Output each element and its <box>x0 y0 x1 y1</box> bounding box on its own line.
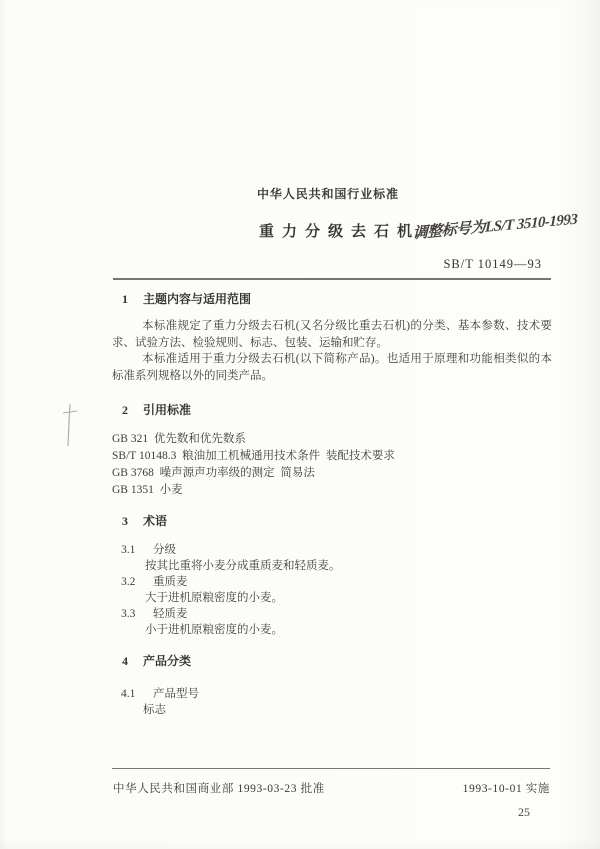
implementation-statement: 1993-10-01 实施 <box>462 783 550 795</box>
term-3-2-number: 3.2 <box>121 576 136 588</box>
section-1-title: 主题内容与适用范围 <box>143 292 252 306</box>
reference-list <box>112 431 552 499</box>
section-3-number: 3 <box>122 514 128 528</box>
section-1-number: 1 <box>122 292 128 306</box>
section-2-number: 2 <box>122 403 128 417</box>
term-3-1-name: 分级 <box>153 544 176 556</box>
document-title: 重力分级去石机 <box>259 224 421 240</box>
handwritten-annotation: 调整标号为LS/T 3510-1993 <box>412 211 578 243</box>
section-3-title: 术语 <box>143 514 168 528</box>
section-2-title: 引用标准 <box>143 403 192 417</box>
term-3-1-definition: 按其比重将小麦分成重质麦和轻质麦。 <box>145 560 341 572</box>
approval-statement: 中华人民共和国商业部 1993-03-23 批准 <box>113 783 325 795</box>
page-number: 25 <box>518 805 530 819</box>
section-4-heading <box>112 654 552 668</box>
footer-divider <box>112 768 550 769</box>
term-3-3-name: 轻质麦 <box>153 608 188 620</box>
term-3-1-number: 3.1 <box>121 544 136 556</box>
section-3-heading <box>112 514 552 528</box>
section-1-paragraph-2: 本标准适用于重力分级去石机(以下简称产品)。也适用于原理和功能相类似的本标准系列规格以外的同类产品。 <box>112 353 552 382</box>
reference-item: GB 321 优先数和优先数系 <box>112 433 246 445</box>
term-3-2 <box>112 574 552 590</box>
section-1-heading <box>112 292 552 306</box>
handwritten-tick-mark <box>60 400 82 457</box>
term-3-3-definition: 小于进机原粮密度的小麦。 <box>145 624 283 636</box>
reference-item: SB/T 10148.3 粮油加工机械通用技术条件 装配技术要求 <box>112 450 395 462</box>
term-3-3 <box>112 606 552 622</box>
section-1-paragraph-1: 本标准规定了重力分级去石机(又名分级比重去石机)的分类、基本参数、技术要求、试验方法、检验规则、标志、包装、运输和贮存。 <box>112 320 552 349</box>
reference-item: GB 3768 噪声源声功率级的测定 简易法 <box>112 467 315 479</box>
section-2-heading <box>112 403 552 417</box>
header-divider <box>113 278 551 280</box>
section-4-number: 4 <box>122 654 128 668</box>
term-3-3-number: 3.3 <box>121 608 136 620</box>
subsection-4-1 <box>112 686 552 702</box>
reference-item: GB 1351 小麦 <box>112 484 183 496</box>
section-4-title: 产品分类 <box>143 654 192 668</box>
document-body <box>112 288 552 718</box>
term-3-2-definition: 大于进机原粮密度的小麦。 <box>145 592 283 604</box>
standard-category-title: 中华人民共和国行业标准 <box>257 187 399 201</box>
subsection-4-1-number: 4.1 <box>121 688 136 700</box>
term-3-1 <box>112 542 552 558</box>
term-3-2-name: 重质麦 <box>153 576 188 588</box>
subsection-4-1-title: 产品型号 <box>153 688 199 700</box>
standard-code: SB/T 10149—93 <box>443 257 542 271</box>
terms-list <box>112 542 552 638</box>
subsection-4-1-body: 标志 <box>143 704 166 716</box>
